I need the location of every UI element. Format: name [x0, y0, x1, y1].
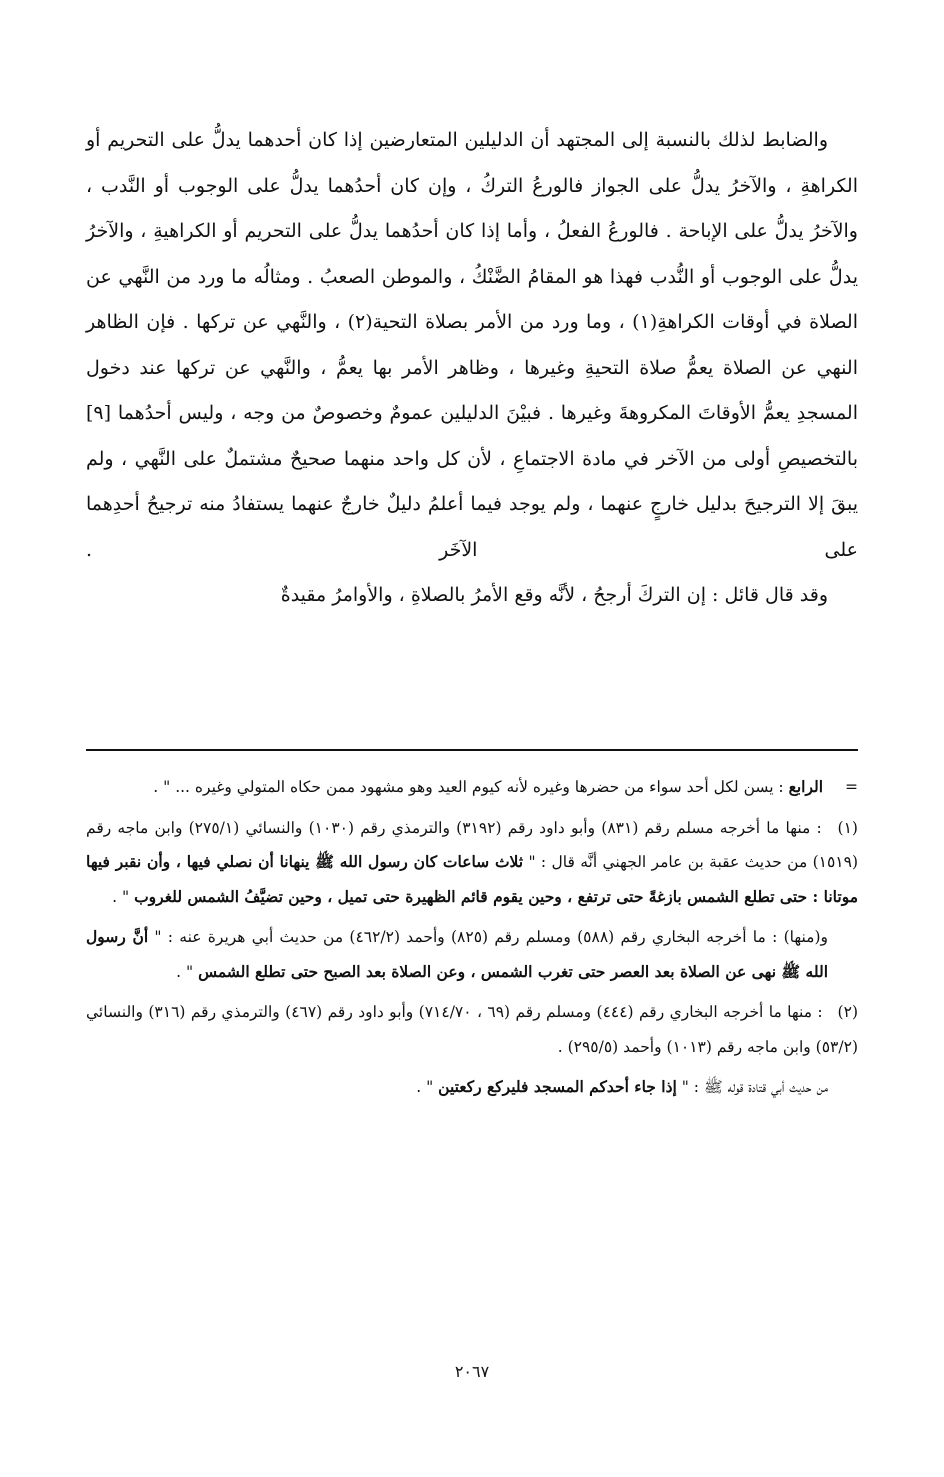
footnote-1b-end: " .	[176, 962, 194, 981]
footnote-2-text: : منها ما أخرجه البخاري رقم (٤٤٤) ومسلم رقم (٦٩ ، ٧١٤/٧٠) وأبو داود رقم (٤٦٧) والترمذي رقم (٣١٦) والنسائي (٥٣/٢) وابن ماجه رقم (١٠١٣) وأحمد (٢٩٥/٥) .	[86, 1003, 858, 1056]
footnote-1-end: " .	[112, 887, 130, 906]
footnote-1b-text: و(منها) : ما أخرجه البخاري رقم (٥٨٨) ومسلم رقم (٨٢٥) وأحمد (٤٦٢/٢) من حديث أبي هريرة عنه : "	[154, 928, 828, 946]
footnote-1-text: : منها ما أخرجه مسلم رقم (٨٣١) وأبو داود رقم (٣١٩٢) والترمذي رقم (١٠٣٠) والنسائي (٢٧٥/١) وابن ماجه رقم (١٥١٩) من حديث عقبة بن عامر الجهني أنَّه قال : "	[86, 818, 859, 871]
footnote-2-label: (٢)	[837, 1003, 858, 1021]
footnote-2	[86, 995, 858, 1064]
footnote-2-second	[86, 1070, 858, 1105]
footnote-2b-end: " .	[416, 1078, 434, 1096]
continuation-bold: الرابع	[788, 777, 824, 796]
footnote-1	[86, 811, 858, 915]
footnotes	[86, 770, 858, 1111]
footnote-continuation	[86, 770, 858, 805]
body-paragraph-1: والضابط لذلك بالنسبة إلى المجتهد أن الدليلين المتعارضين إذا كان أحدهما يدلُّ على التحريم أو الكراهةِ ، والآخرُ يدلُّ على الجواز فالورعُ التركُ ، وإن كان أحدُهما يدلُّ على الوجوب أو النَّدب ، والآخرُ يدلُّ على الإباحة . فالورعُ الفعلُ ، وأما إذا كان أحدُهما يدلُّ على التحريم أو الكراهيةِ ، والآخرُ يدلُّ على الوجوب أو النُّدب فهذا هو المقامُ الضَّنْكُ ، والموطن الصعبُ . ومثالُه ما ورد من النَّهي عن الصلاة في أوقات الكراهةِ(١) ، وما ورد من الأمر بصلاة التحية(٢) ، والنَّهي عن تركها . فإن الظاهر النهي عن الصلاة يعمُّ صلاة التحيةِ وغيرها ، وظاهر الأمر بها يعمُّ ، والنَّهي عن تركها عند دخول المسجدِ يعمُّ الأوقاتَ المكروهةَ وغيرها . فبيْنَ الدليلين عمومٌ وخصوصٌ من وجه ، وليس أحدُهما [٩] بالتخصيصِ أولى من الآخر في مادة الاجتماعِ ، لأن كل واحد منهما صحيحٌ مشتملٌ على النَّهي ، ولم يبقَ إلا الترجيحَ بدليل خارجٍ عنهما ، ولم يوجد فيما أعلمُ دليلٌ خارجٌ عنهما يستفادُ منه ترجيحُ أحدِهما على الآخَر .	[86, 129, 858, 561]
body-paragraph-2: وقد قال قائل : إن التركَ أرجحُ ، لأنَّه وقع الأمرُ بالصلاةِ ، والأوامرُ مقيدةٌ	[280, 584, 828, 606]
footnote-1-hadith: ثلاث ساعات كان رسول الله ﷺ ينهانا أن نصلي فيها ، وأن نقبر فيها موتانا : حتى تطلع الشمس بازغةً حتى ترتفع ، وحين يقوم قائم الظهيرة حتى تميل ، وحين تضيَّفُ الشمس للغروب	[86, 852, 858, 906]
footnote-1b-hadith: أنَّ رسول الله ﷺ نهى عن الصلاة بعد العصر حتى تغرب الشمس ، وعن الصلاة بعد الصبح حتى تطلع الشمس	[86, 927, 828, 981]
footnote-2b-text: من حديث أبي قتادة قوله ﷺ : "	[681, 1078, 828, 1096]
footnote-2b-hadith: إذا جاء أحدكم المسجد فليركع ركعتين	[438, 1077, 677, 1096]
footnote-separator	[86, 749, 858, 751]
continuation-marker: =	[845, 778, 858, 796]
footnote-1-second	[86, 920, 858, 989]
main-text	[86, 118, 858, 619]
footnote-1-label: (١)	[837, 818, 858, 837]
continuation-text: : يسن لكل أحد سواء من حضرها وغيره لأنه كيوم العيد وهو مشهود ممن حكاه المتولي وغيره ... " .	[153, 778, 784, 796]
page-number: ٢٠٦٧	[454, 1362, 490, 1381]
